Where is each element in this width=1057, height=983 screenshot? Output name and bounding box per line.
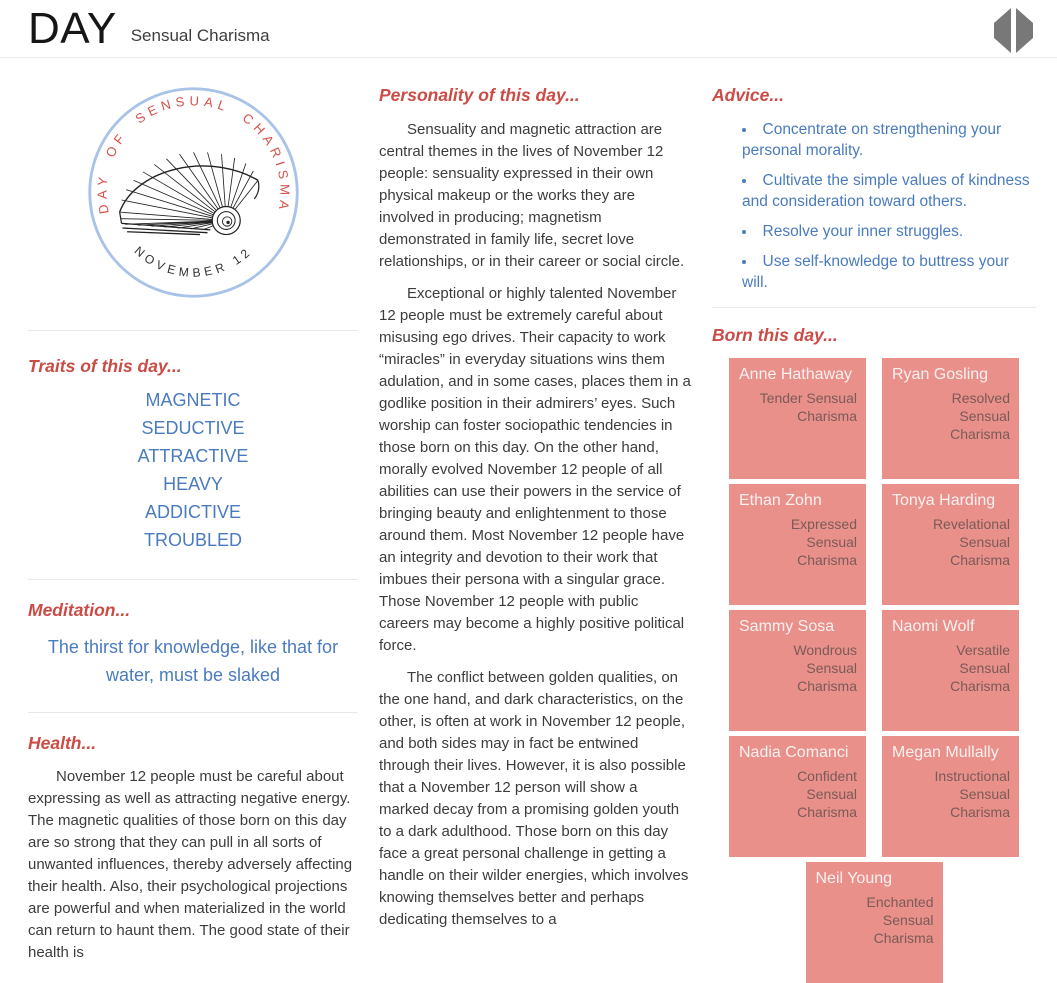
previous-day-button[interactable] [993, 15, 1011, 45]
next-day-button[interactable] [1015, 15, 1033, 45]
trait-item: HEAVY [163, 474, 223, 494]
right-arrow-icon [1016, 8, 1033, 53]
personality-paragraph: Exceptional or highly talented November 12 people must be extremely careful about misusing ego drives. Their capacity to work “miracles” in everyday situations wins them adulation, and in some cases, places them in a godlike position in their admirers’ eyes. Such worship can foster sociopathic tendencies in those born on this day. On the other hand, morally evolved November 12 people of all abilities can use their powers in the service of bringing beauty and enlightenment to those around them. Most November 12 people have an integrity and devotion to their work that imbues their persona with a singular grace. Those November 12 people with public careers may become a highly positive political force. [379, 285, 691, 654]
born-this-day-section [712, 325, 1036, 983]
person-trait: Wondrous Sensual Charisma [793, 642, 857, 694]
person-name: Nadia Comanci [739, 744, 849, 761]
divider [712, 307, 1036, 308]
person-card[interactable] [882, 610, 1019, 731]
person-card[interactable] [882, 484, 1019, 605]
meditation-section [28, 600, 358, 689]
person-name: Anne Hathaway [739, 366, 852, 383]
person-trait: Revelational Sensual Charisma [932, 516, 1010, 568]
person-name: Sammy Sosa [739, 618, 835, 635]
person-name: Ethan Zohn [739, 492, 822, 509]
person-card[interactable] [806, 862, 943, 983]
page-title: DAY [28, 4, 117, 53]
personality-paragraph: The conflict between golden qualities, on the one hand, and dark characteristics, on the other, is often at work in November 12 people, and both sides may in fact be entwined through their lives. However, it is also possible that a November 12 person will show a marked decay from a promising golden youth to a dark adulthood. Those born on this day face a great personal challenge in getting a handle on their wilder energies, which involves knowing themselves better and perhaps dedicating themselves to a [379, 669, 689, 928]
divider [28, 330, 358, 331]
advice-item: • Concentrate on strengthening your personal morality. [742, 119, 1036, 161]
person-card[interactable] [729, 358, 866, 479]
trait-item: SEDUCTIVE [141, 418, 245, 438]
person-trait: Instructional Sensual Charisma [934, 768, 1010, 820]
person-trait: Versatile Sensual Charisma [950, 642, 1010, 694]
personality-paragraph: Sensuality and magnetic attraction are central themes in the lives of November 12 people: sensuality expressed in their own physical makeup or the works they are involved in producing; magnetism demonstrated in family life, secret love relationships, or in their career or social circle. [379, 121, 685, 270]
traits-section [28, 356, 358, 554]
health-section [28, 733, 358, 964]
advice-heading: Advice... [712, 85, 784, 105]
person-card[interactable] [729, 736, 866, 857]
person-card[interactable] [882, 358, 1019, 479]
person-name: Neil Young [815, 870, 893, 887]
person-trait: Expressed Sensual Charisma [790, 516, 857, 568]
seal-date-text: NOVEMBER 12 [131, 243, 255, 280]
page-subtitle: Sensual Charisma [130, 26, 270, 45]
advice-list [712, 119, 1036, 293]
person-card-grid [712, 358, 1036, 983]
divider [28, 712, 358, 713]
person-card[interactable] [882, 736, 1019, 857]
divider [28, 579, 358, 580]
main-content [0, 58, 1057, 983]
seal-graphic [86, 85, 301, 300]
advice-item: • Use self-knowledge to buttress your will. [742, 251, 1036, 293]
day-navigation [993, 15, 1033, 51]
trait-item: TROUBLED [143, 530, 242, 550]
person-card[interactable] [729, 484, 866, 605]
health-heading: Health... [28, 733, 97, 753]
person-card[interactable] [729, 610, 866, 731]
advice-section [712, 85, 1036, 293]
trait-item: ATTRACTIVE [137, 446, 249, 466]
personality-heading: Personality of this day... [379, 85, 580, 105]
traits-heading: Traits of this day... [28, 356, 182, 376]
personality-section [379, 85, 691, 941]
person-trait: Enchanted Sensual Charisma [866, 894, 934, 946]
right-column [712, 85, 1036, 983]
trait-item: MAGNETIC [145, 390, 241, 410]
health-text: November 12 people must be careful about expressing as well as attracting negative energy. The magnetic qualities of those born on this day are so strong that they can pull in all sorts of unwanted influences, thereby adversely affecting their health. Also, their psychological projections are powerful and when materialized in the world can return to haunt them. The good state of their health is [28, 768, 353, 961]
meditation-heading: Meditation... [28, 600, 131, 620]
day-seal [86, 85, 301, 300]
person-trait: Confident Sensual Charisma [797, 768, 857, 820]
born-heading: Born this day... [712, 325, 838, 345]
trait-item: ADDICTIVE [144, 502, 241, 522]
left-arrow-icon [994, 8, 1011, 53]
page-header [0, 0, 1057, 58]
person-name: Tonya Harding [892, 492, 996, 509]
seal-ring-text: DAY OF SENSUAL CHARISMA [94, 93, 292, 216]
person-trait: Tender Sensual Charisma [759, 390, 857, 424]
person-trait: Resolved Sensual Charisma [950, 390, 1010, 442]
left-column [28, 85, 358, 964]
meditation-quote: The thirst for knowledge, like that for water, must be slaked [47, 637, 339, 685]
person-name: Naomi Wolf [892, 618, 975, 635]
advice-item: • Resolve your inner struggles. [742, 221, 1036, 242]
person-name: Ryan Gosling [892, 366, 989, 383]
person-name: Megan Mullally [892, 744, 999, 761]
traits-list [28, 386, 358, 554]
seal-ring [89, 89, 297, 297]
advice-item: • Cultivate the simple values of kindness and consideration toward others. [742, 170, 1036, 212]
